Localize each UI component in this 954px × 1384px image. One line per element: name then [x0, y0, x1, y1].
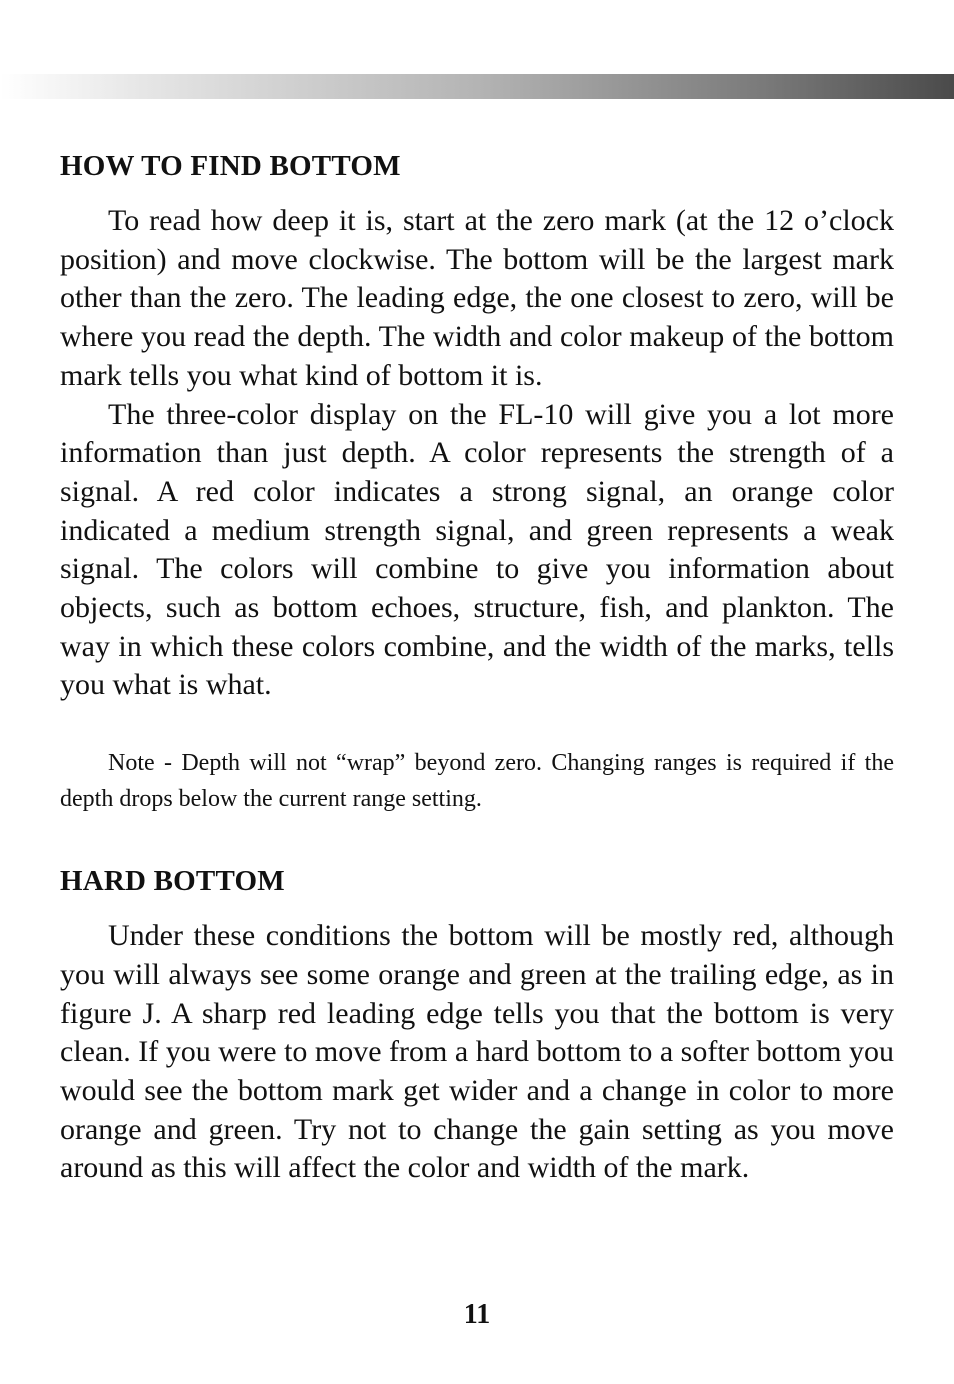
section-heading-hard-bottom: HARD BOTTOM	[60, 865, 285, 898]
page-number: 11	[463, 1299, 491, 1330]
depth-wrap-note: Note - Depth will not “wrap” beyond zero. Changing ranges is required if the depth drops below the current range setting.	[60, 750, 894, 813]
section-heading-how-to-find-bottom: HOW TO FIND BOTTOM	[60, 150, 401, 182]
paragraph-zero-mark: To read how deep it is, start at the zero mark (at the 12 o’clock position) and move clockwise. The bottom will be the largest mark other than the zero. The leading edge, the one closest to zero, will be where you read the depth. The width and color makeup of the bottom mark tells you what kind of bottom it is.	[60, 204, 894, 392]
paragraph-three-color-display: The three-color display on the FL-10 will give you a lot more information than just depth. A color represents the strength of a signal. A red color indicates a strong signal, an orange color indicated a medium strength signal, and green represents a weak signal. The colors will combine to give you information about objects, such as bottom echoes, structure, fish, and plankton. The way in which these colors combine, and the width of the marks, tells you what is what.	[60, 397, 894, 702]
paragraph-hard-bottom: Under these conditions the bottom will be mostly red, although you will always see some orange and green at the trailing edge, as in figure J. A sharp red leading edge tells you that the bottom is very clean. If you were to move from a hard bottom to a softer bottom you would see the bottom mark get wider and a change in color to more orange and green. Try not to change the gain setting as you move around as this will affect the color and width of the mark.	[60, 919, 894, 1185]
header-gradient-bar	[0, 74, 954, 99]
page-content	[60, 146, 894, 1188]
